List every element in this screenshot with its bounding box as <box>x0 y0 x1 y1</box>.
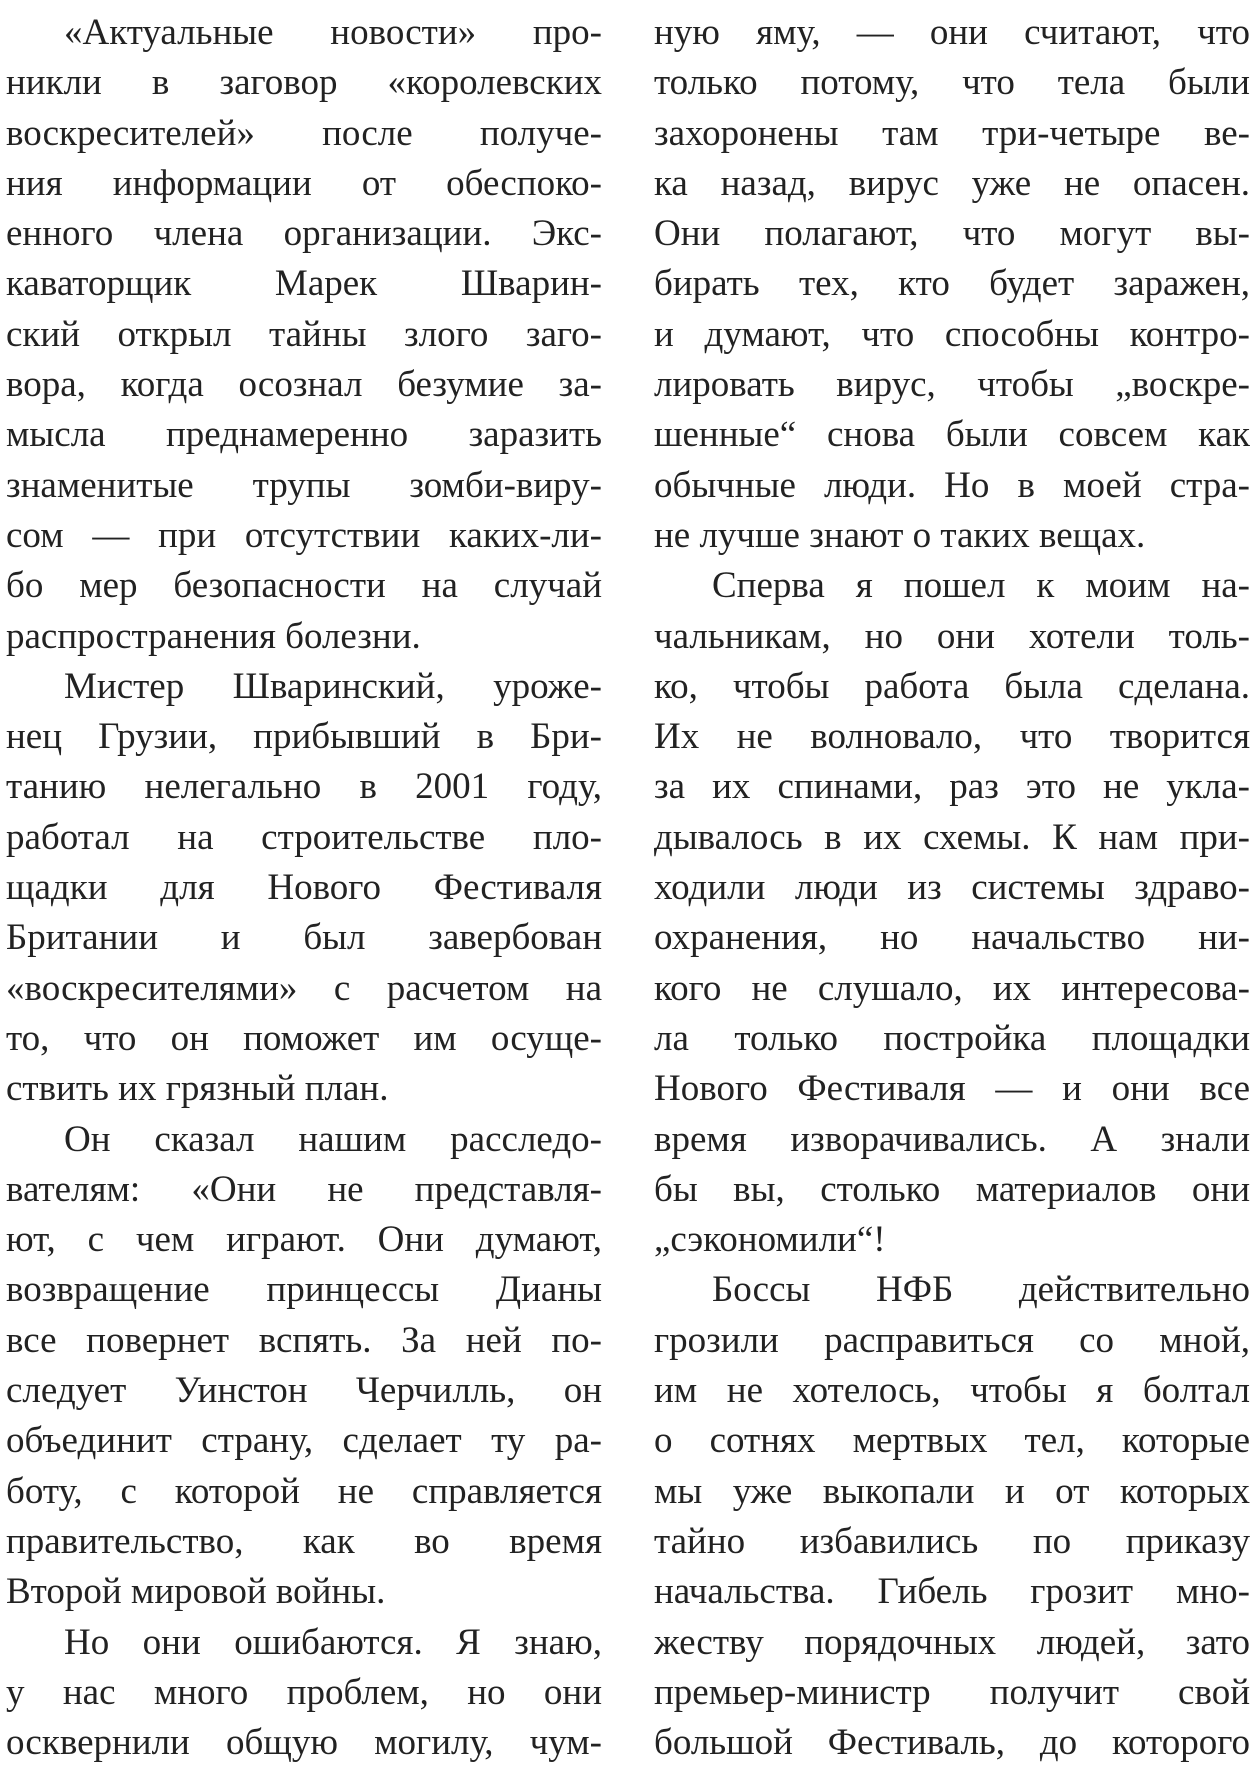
right-column-line: не лучше знают о таких вещах. <box>654 514 1146 556</box>
left-column-text <box>6 8 602 1768</box>
right-column-line: мы уже выкопали и от которых <box>654 1470 1250 1512</box>
right-column-line: Нового Фестиваля — и они все <box>654 1068 1250 1110</box>
left-column-line: знаменитые трупы зомби-виру- <box>6 464 602 506</box>
left-column-line: ствить их грязный план. <box>6 1068 389 1110</box>
left-column-line: ния информации от обеспоко- <box>6 162 602 204</box>
right-column-line: обычные люди. Но в моей стра- <box>654 464 1250 506</box>
right-column-line: премьер-министр получит свой <box>654 1671 1250 1713</box>
right-column-line: жеству порядочных людей, зато <box>654 1621 1250 1663</box>
right-column-line: Боссы НФБ действительно <box>712 1269 1250 1311</box>
right-column-line: Сперва я пошел к моим на- <box>712 565 1250 607</box>
left-column-line: Но они ошибаются. Я знаю, <box>64 1621 602 1663</box>
left-column-line: сом — при отсутствии каких-ли- <box>6 514 602 556</box>
left-column-line: вателям: «Они не представля- <box>6 1168 602 1210</box>
left-column-line: правительство, как во время <box>6 1520 602 1562</box>
right-column-line: о сотнях мертвых тел, которые <box>654 1420 1250 1462</box>
left-column-line: распространения болезни. <box>6 615 421 657</box>
right-column-line: тайно избавились по приказу <box>654 1520 1250 1562</box>
left-column-line: нец Грузии, прибывший в Бри- <box>6 716 602 758</box>
left-column-line: бо мер безопасности на случай <box>6 565 602 607</box>
left-column-line: щадки для Нового Фестиваля <box>6 867 602 909</box>
right-column-line: начальства. Гибель грозит мно- <box>654 1571 1250 1613</box>
left-column-line: следует Уинстон Черчилль, он <box>6 1370 602 1412</box>
right-column-line: грозили расправиться со мной, <box>654 1319 1250 1361</box>
right-column-line: Их не волновало, что творится <box>654 716 1250 758</box>
left-column <box>6 8 602 1768</box>
left-column-line: Британии и был завербован <box>6 917 602 959</box>
left-column-line: каваторщик Марек Шварин- <box>6 263 602 305</box>
left-column-line: ский открыл тайны злого заго- <box>6 313 602 355</box>
left-column-line: Мистер Шваринский, урожe- <box>64 665 602 707</box>
left-column-line: все повернет вспять. За ней по- <box>6 1319 602 1361</box>
right-column-line: Они полагают, что могут вы- <box>654 213 1250 255</box>
left-column-line: воскресителей» после получе- <box>6 112 602 154</box>
right-column-line: „сэкономили“! <box>654 1219 886 1261</box>
left-column-line: у нас много проблем, но они <box>6 1671 602 1713</box>
right-column-line: кого не слушало, их интересова- <box>654 967 1250 1009</box>
left-column-line: «Актуальные новости» про- <box>64 12 602 53</box>
left-column-line: енного члена организации. Экс- <box>6 213 602 255</box>
left-column-line: то, что он поможет им осуще- <box>6 1017 602 1059</box>
right-column-line: охранения, но начальство ни- <box>654 917 1250 959</box>
left-column-line: объединит страну, сделает ту ра- <box>6 1420 602 1462</box>
right-column-line: за их спинами, раз это не укла- <box>654 766 1250 808</box>
left-column-line: мысла преднамеренно заразить <box>6 414 602 456</box>
right-column-line: время изворачивались. А знали <box>654 1118 1250 1160</box>
right-column-line: бы вы, столько материалов они <box>654 1168 1250 1210</box>
right-column-line: ка назад, вирус уже не опасен. <box>654 162 1250 204</box>
right-column-line: и думают, что способны контро- <box>654 313 1250 355</box>
right-column-line: лировать вирус, чтобы „воскре- <box>654 364 1250 406</box>
left-column-line: осквернили общую могилу, чум- <box>6 1722 602 1764</box>
right-column <box>654 8 1250 1768</box>
left-column-line: Он сказал нашим расследо- <box>64 1118 602 1160</box>
right-column-line: им не хотелось, чтобы я болтал <box>654 1370 1250 1412</box>
left-column-line: работал на строительстве пло- <box>6 816 602 858</box>
left-column-line: Второй мировой войны. <box>6 1571 386 1613</box>
right-column-line: дывалось в их схемы. К нам при- <box>654 816 1250 858</box>
left-column-line: «воскресителями» с расчетом на <box>6 967 602 1009</box>
right-column-text <box>654 8 1250 1768</box>
right-column-line: захоронены там три-четыре ве- <box>654 112 1250 154</box>
right-column-line: ную яму, — они считают, что <box>654 12 1250 53</box>
right-column-line: ла только постройка площадки <box>654 1017 1250 1059</box>
left-column-line: боту, с которой не справляется <box>6 1470 602 1512</box>
right-column-line: большой Фестиваль, до которого <box>654 1722 1250 1764</box>
left-column-line: ют, с чем играют. Они думают, <box>6 1219 602 1261</box>
right-column-line: чальникам, но они хотели толь- <box>654 615 1250 657</box>
left-column-line: вора, когда осознал безумие за- <box>6 364 602 406</box>
left-column-line: никли в заговор «королевских <box>6 62 602 104</box>
right-column-line: бирать тех, кто будет заражен, <box>654 263 1250 305</box>
right-column-line: только потому, что тела были <box>654 62 1250 104</box>
left-column-line: танию нелегально в 2001 году, <box>6 766 602 808</box>
left-column-line: возвращение принцессы Дианы <box>6 1269 602 1311</box>
right-column-line: ходили люди из системы здраво- <box>654 867 1250 909</box>
right-column-line: шенные“ снова были совсем как <box>654 414 1250 456</box>
right-column-line: ко, чтобы работа была сделана. <box>654 665 1250 707</box>
